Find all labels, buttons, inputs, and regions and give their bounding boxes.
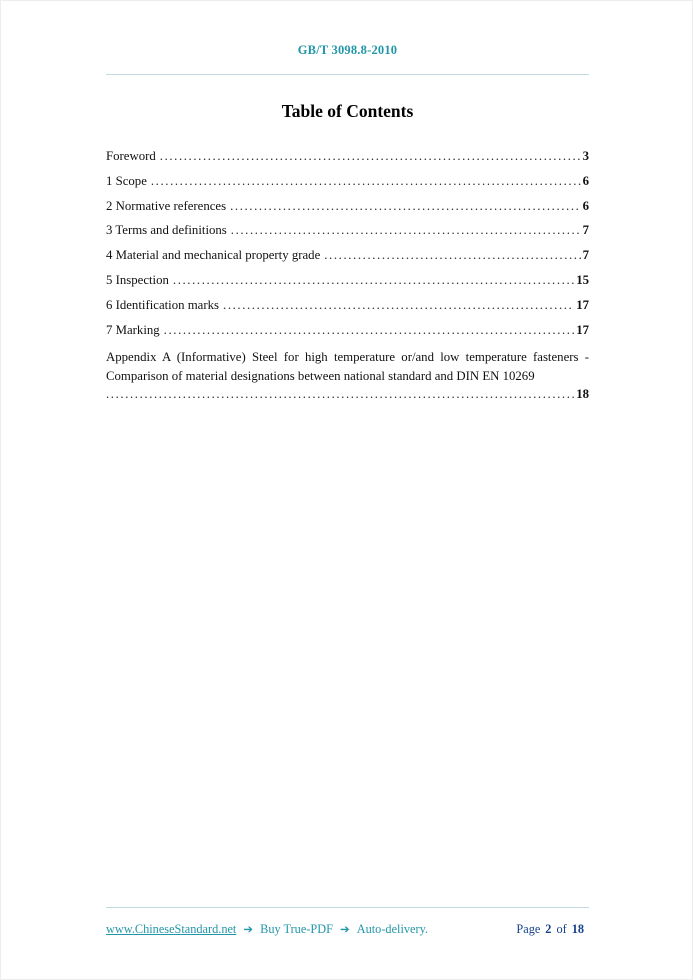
- toc-entry-label: 3 Terms and definitions: [106, 223, 227, 238]
- toc-entry: [106, 324, 589, 337]
- page-label: Page: [516, 922, 541, 936]
- toc-leader-dots: [164, 324, 575, 337]
- toc-entry-appendix: [106, 348, 589, 401]
- toc-leader-dots: [106, 388, 574, 401]
- footer-divider: [106, 907, 589, 908]
- arrow-right-icon: ➔: [340, 924, 350, 936]
- toc-entry-label: 2 Normative references: [106, 198, 227, 213]
- toc-page-number: 7: [582, 248, 589, 263]
- toc-entry: [106, 299, 589, 312]
- table-of-contents: [106, 150, 589, 401]
- current-page-number: 2: [545, 922, 552, 936]
- toc-entry: [106, 150, 589, 163]
- toc-appendix-leader-row: [106, 388, 589, 401]
- page-indicator: [516, 922, 589, 937]
- toc-page-number: 15: [576, 272, 589, 287]
- page-footer: [106, 907, 589, 937]
- footer-site-link[interactable]: www.ChineseStandard.net: [106, 922, 237, 936]
- toc-entry-label: 4 Material and mechanical property grade: [106, 248, 321, 263]
- toc-entry: [106, 224, 589, 237]
- toc-page-number: 17: [576, 322, 589, 337]
- page-title: Table of Contents: [281, 101, 414, 121]
- of-label: of: [556, 922, 567, 936]
- toc-page-number: 3: [582, 149, 589, 163]
- header-divider: [106, 74, 589, 75]
- toc-leader-dots: [231, 224, 581, 237]
- toc-entry: [106, 249, 589, 262]
- toc-entry-label: 6 Identification marks: [106, 297, 220, 312]
- page-header: [106, 1, 589, 75]
- total-pages-number: 18: [571, 922, 584, 936]
- toc-entry: [106, 175, 589, 188]
- toc-page-number: 18: [576, 387, 589, 402]
- toc-leader-dots: [151, 175, 581, 188]
- toc-page-number: 7: [582, 223, 589, 238]
- toc-entry-label: Appendix A (Informative) Steel for high temperature or/and low temperature fasteners - Comparison of material designations between national standard and DIN EN 10269: [106, 350, 589, 384]
- toc-leader-dots: [324, 249, 580, 262]
- toc-leader-dots: [160, 150, 581, 163]
- arrow-right-icon: ➔: [243, 924, 254, 936]
- toc-entry-label: Foreword: [106, 149, 156, 163]
- toc-leader-dots: [230, 200, 581, 213]
- toc-leader-dots: [173, 274, 574, 287]
- toc-page-number: 17: [576, 297, 589, 312]
- footer-delivery-label: Auto-delivery.: [356, 922, 428, 936]
- document-number: GB/T 3098.8-2010: [297, 43, 398, 57]
- toc-leader-dots: [223, 299, 574, 312]
- toc-entry-label: 1 Scope: [106, 173, 147, 188]
- toc-entry: [106, 200, 589, 213]
- footer-buy-label: Buy True-PDF: [260, 922, 333, 936]
- toc-entry: [106, 274, 589, 287]
- toc-entry-label: 7 Marking: [106, 322, 160, 337]
- toc-page-number: 6: [582, 198, 589, 213]
- footer-links: [106, 922, 428, 937]
- toc-page-number: 6: [582, 173, 589, 188]
- toc-entry-label: 5 Inspection: [106, 272, 169, 287]
